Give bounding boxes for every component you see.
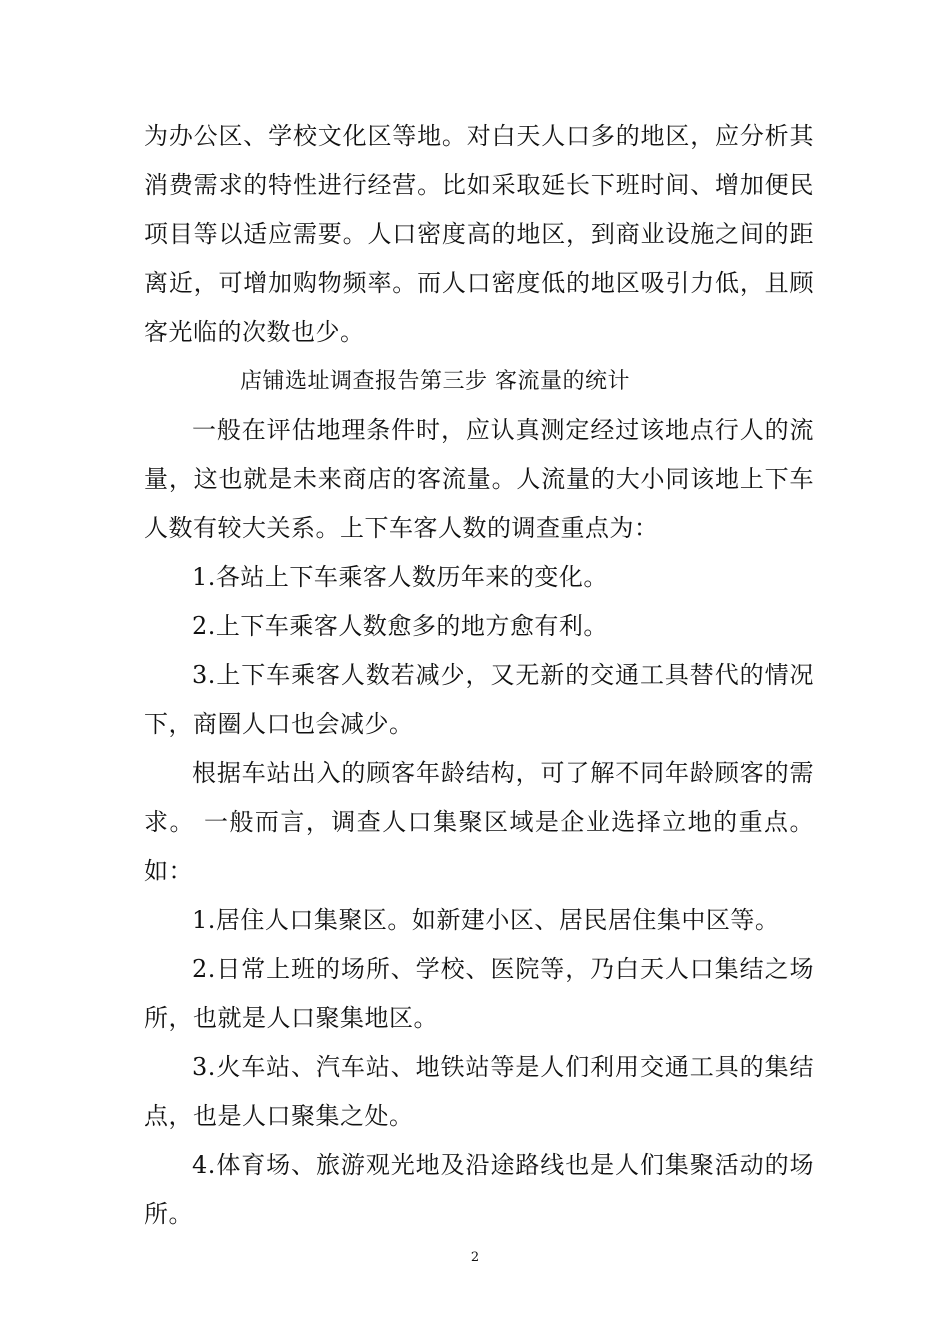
list-item-3: 3.上下车乘客人数若减少，又无新的交通工具替代的情况下，商圈人口也会减少。 bbox=[144, 661, 814, 738]
list-item-2: 2.上下车乘客人数愈多的地方愈有利。 bbox=[192, 612, 608, 640]
list-item-transport-hubs: 3.火车站、汽车站、地铁站等是人们利用交通工具的集结点，也是人口聚集之处。 bbox=[144, 1053, 814, 1130]
paragraph-age-structure: 根据车站出入的顾客年龄结构，可了解不同年龄顾客的需求。 一般而言，调查人口集聚区域是企业选择立地的重点。如： bbox=[144, 759, 814, 885]
page-number: 2 bbox=[470, 1250, 480, 1265]
section-heading: 店铺选址调查报告第三步 客流量的统计 bbox=[240, 369, 630, 394]
document-body bbox=[144, 112, 814, 1239]
list-item-residential: 1.居住人口集聚区。如新建小区、居民居住集中区等。 bbox=[192, 906, 780, 934]
paragraph-continuation: 为办公区、学校文化区等地。对白天人口多的地区，应分析其消费需求的特性进行经营。比如采取延长下班时间、增加便民项目等以适应需要。人口密度高的地区，到商业设施之间的距离近，可增加购物频率。而人口密度低的地区吸引力低，且顾客光临的次数也少。 bbox=[144, 122, 814, 346]
list-item-1: 1.各站上下车乘客人数历年来的变化。 bbox=[192, 563, 608, 591]
list-item-venues: 4.体育场、旅游观光地及沿途路线也是人们集聚活动的场所。 bbox=[144, 1151, 814, 1228]
paragraph-intro: 一般在评估地理条件时，应认真测定经过该地点行人的流量，这也就是未来商店的客流量。人流量的大小同该地上下车人数有较大关系。上下车客人数的调查重点为： bbox=[144, 416, 814, 542]
list-item-workplaces: 2.日常上班的场所、学校、医院等，乃白天人口集结之场所，也就是人口聚集地区。 bbox=[144, 955, 814, 1032]
